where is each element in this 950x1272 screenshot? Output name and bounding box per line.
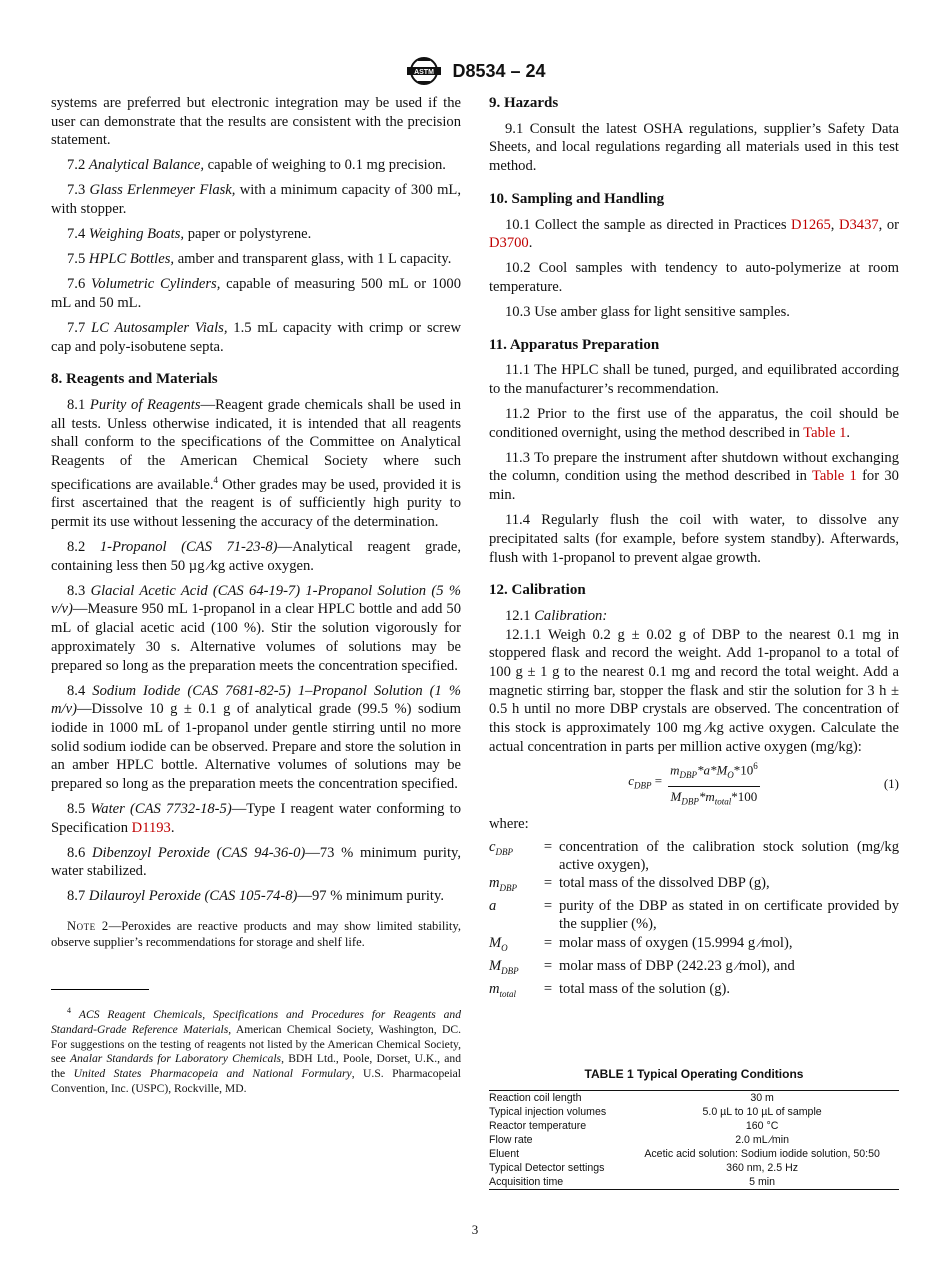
right-column: [489, 94, 899, 1190]
table-row: [489, 1105, 899, 1119]
section-7-7: 7.7 LC Autosampler Vials, 1.5 mL capacity with crimp or screw cap and poly-isobutene septa.: [51, 319, 461, 355]
table-cell-label: Reactor temperature: [489, 1119, 587, 1132]
definition-symbol: $m_{DBP}$: [489, 874, 518, 893]
section-7-6: 7.6 Volumetric Cylinders, capable of measuring 500 mL or 1000 mL and 50 mL.: [51, 276, 461, 311]
table-cell-label: Typical injection volumes: [489, 1105, 607, 1118]
section-11-1: 11.1 The HPLC shall be tuned, purged, and equilibrated according to the manufacturer’s recommendation.: [489, 362, 899, 398]
definition-row: [489, 957, 899, 980]
table-row: [489, 1161, 899, 1175]
section-10-1: 10.1 Collect the sample as directed in Practices D1265, D3437, or D3700.: [489, 216, 899, 252]
heading-section-11: 11. Apparatus Preparation: [489, 336, 660, 353]
section-11-4: 11.4 Regularly flush the coil with water, to dissolve any precipitated salts (for example, before system standby). Afterwards, flush with 1-propanol to prevent algae growth.: [489, 512, 899, 566]
section-9-1: 9.1 Consult the latest OSHA regulations, supplier’s Safety Data Sheets, and local regulations regarding all materials used in this test method.: [489, 120, 899, 175]
link-d3437[interactable]: D3437: [838, 216, 879, 233]
section-8-3: 8.3 Glacial Acetic Acid (CAS 64-19-7) 1-Propanol Solution (5 % v/v)—Measure 950 mL 1-propanol in a clear HPLC bottle and add 50 mL of glacial acetic acid (100 %). Stir the solution vigorously for approximately 30 s. Alternative volumes of solutions may be prepared so long as the preparation meets the concentration specified.: [51, 582, 461, 674]
equation-1: [489, 760, 899, 807]
definition-row: [489, 934, 899, 957]
definition-equals: =: [543, 838, 553, 855]
astm-logo-icon: [404, 56, 444, 86]
table-1: [489, 1090, 899, 1190]
paragraph-continuation: systems are preferred but electronic integration may be used if the user can demonstrate that the results are consistent with the precision statement.: [51, 95, 461, 149]
page-number: 3: [471, 1222, 479, 1237]
logo-text: ASTM: [414, 69, 435, 76]
table-cell-label: Reaction coil length: [489, 1091, 582, 1104]
page-header: [0, 56, 950, 86]
section-12-1-1: 12.1.1 Weigh 0.2 g ± 0.02 g of DBP to the nearest 0.1 mg in stoppered flask and record the weight. Add 1-propanol to a total of 100 g ± 1 g to the nearest 0.1 mg and record the total weight. Add a magnetic stirring bar, stopper the flask and stir the solution for 3 h ± 0.5 h until no more DBP crystals are observed. The concentration of this stock is approximately 100 mg ⁄kg active oxygen. Calculate the actual concentration in parts per million active oxygen (mg/kg):: [489, 626, 899, 755]
section-10-2: 10.2 Cool samples with tendency to auto-polymerize at room temperature.: [489, 260, 899, 295]
section-10-3: 10.3 Use amber glass for light sensitive samples.: [505, 303, 790, 320]
section-8-6: 8.6 Dibenzoyl Peroxide (CAS 94-36-0)—73 % minimum purity, water stabilized.: [51, 844, 461, 880]
definition-text: total mass of the solution (g).: [559, 980, 731, 997]
section-7-3: 7.3 Glass Erlenmeyer Flask, with a minimum capacity of 300 mL, with stopper.: [51, 182, 461, 218]
variable-definitions: [489, 838, 899, 1003]
table-cell-value: Acetic acid solution: Sodium iodide solution, 50:50: [644, 1147, 880, 1160]
heading-section-9: 9. Hazards: [489, 95, 559, 111]
footnote-divider: [51, 989, 149, 990]
table-cell-value: 30 m: [750, 1091, 774, 1104]
table-row: [489, 1119, 899, 1133]
note-2: Note 2—Peroxides are reactive products and may show limited stability, observe supplier’s recommendations for storage and shelf life.: [51, 919, 461, 950]
definition-text: molar mass of DBP (242.23 g ⁄mol), and: [559, 957, 795, 974]
table-cell-label: Flow rate: [489, 1133, 533, 1146]
definition-symbol: $c_{DBP}$: [489, 838, 513, 857]
link-d1193[interactable]: D1193: [131, 819, 171, 836]
footnote-4: $^4$ ACS Reagent Chemicals, Specifications and Procedures for Reagents and Standard-Grade Reference Materials, American Chemical Society, Washington, DC. For suggestions on the testing of reagents not listed by the American Chemical Society, see Analar Standards for Laboratory Chemicals, BDH Ltd., Poole, Dorset, U.K., and the United States Pharmacopeia and National Formulary, U.S. Pharmacopeial Convention, Inc. (USPC), Rockville, MD.: [51, 1006, 462, 1095]
table-cell-value: 2.0 mL ⁄min: [735, 1133, 789, 1146]
definition-equals: =: [543, 957, 553, 974]
definition-equals: =: [543, 980, 553, 997]
link-table-1[interactable]: Table 1: [803, 424, 847, 441]
equation-numerator: $m_{DBP}*a*M_O*10^6$: [668, 757, 760, 787]
heading-section-12: 12. Calibration: [489, 582, 586, 599]
equation-lhs: $c_{DBP}$ =: [628, 773, 663, 791]
definition-row: [489, 980, 899, 1003]
link-table-1[interactable]: Table 1: [811, 468, 857, 485]
heading-section-8: 8. Reagents and Materials: [51, 371, 218, 388]
definition-equals: =: [543, 934, 553, 951]
table-1-title: TABLE 1 Typical Operating Conditions: [584, 1066, 804, 1081]
table-row: [489, 1147, 899, 1161]
section-12-1: 12.1 Calibration:: [505, 607, 608, 624]
equation-denominator: $M_{DBP}*m_{total}*100$: [670, 788, 758, 807]
equation-number: (1): [883, 775, 899, 791]
table-cell-value: 5 min: [749, 1175, 776, 1188]
definition-text: total mass of the dissolved DBP (g),: [559, 874, 770, 891]
table-row: [489, 1175, 899, 1190]
definition-symbol: a: [489, 898, 497, 915]
table-cell-value: 5.0 µL to 10 µL of sample: [702, 1105, 822, 1118]
section-11-3: 11.3 To prepare the instrument after shutdown without exchanging the column, condition using the method described in Table 1 for 30 min.: [489, 449, 899, 504]
table-cell-label: Eluent: [489, 1147, 520, 1160]
footnote-ref-4[interactable]: 4: [213, 474, 219, 485]
definition-text: concentration of the calibration stock solution (mg/kg active oxygen),: [559, 838, 899, 873]
definition-row: [489, 874, 899, 897]
link-d3700[interactable]: D3700: [489, 235, 529, 252]
definition-symbol: $m_{total}$: [489, 980, 517, 999]
table-row: [489, 1090, 899, 1105]
section-8-7: 8.7 Dilauroyl Peroxide (CAS 105-74-8)—97 % minimum purity.: [67, 888, 444, 905]
table-row: [489, 1133, 899, 1147]
definition-equals: =: [543, 898, 553, 915]
table-cell-label: Acquisition time: [489, 1175, 564, 1188]
section-7-4: 7.4 Weighing Boats, paper or polystyrene.: [67, 226, 312, 243]
section-8-5: 8.5 Water (CAS 7732-18-5)—Type I reagent water conforming to Specification D1193.: [51, 801, 461, 836]
definition-text: purity of the DBP as stated in on certificate provided by the supplier (%),: [559, 898, 899, 933]
definition-symbol: $M_O$: [489, 934, 508, 953]
section-11-2: 11.2 Prior to the first use of the apparatus, the coil should be conditioned overnight, using the method described in Table 1.: [489, 406, 899, 441]
standard-designation: D8534 – 24: [452, 60, 546, 81]
section-8-1: 8.1 Purity of Reagents—Reagent grade chemicals shall be used in all tests. Unless otherwise indicated, it is intended that all reagents shall conform to the specifications of the Committee on Analytical Reagents of the American Chemical Society where such specifications are available.$^4$ Other grades may be used, provided it is first ascertained that the reagent is of sufficiently high purity to permit its use without lessening the accuracy of the determination.: [51, 396, 462, 530]
definition-row: [489, 838, 899, 874]
definition-text: molar mass of oxygen (15.9994 g ⁄mol),: [559, 934, 793, 951]
heading-section-10: 10. Sampling and Handling: [489, 190, 665, 207]
definition-symbol: $M_{DBP}$: [489, 957, 519, 976]
definition-equals: =: [543, 874, 553, 891]
table-cell-label: Typical Detector settings: [489, 1161, 605, 1174]
where-label: where:: [489, 815, 529, 832]
section-7-5: 7.5 HPLC Bottles, amber and transparent glass, with 1 L capacity.: [67, 251, 452, 268]
equation-fraction: [668, 757, 760, 811]
left-column: [51, 94, 461, 1103]
section-7-2: 7.2 Analytical Balance, capable of weighing to 0.1 mg precision.: [67, 157, 446, 174]
table-cell-value: 160 °C: [745, 1119, 779, 1132]
section-8-2: 8.2 1-Propanol (CAS 71-23-8)—Analytical reagent grade, containing less then 50 µg ⁄kg active oxygen.: [51, 539, 462, 574]
section-8-4: 8.4 Sodium Iodide (CAS 7681-82-5) 1–Propanol Solution (1 % m/v)—Dissolve 10 g ± 0.1 g of analytical grade (99.5 %) sodium iodide in 1000 mL of 1-propanol under gentle stirring until no more solid sodium iodide can be observed. Prepare and store the solution in an amber HPLC bottle. Alternative volumes of solutions may be prepared so long as the preparation meets the concentration specified.: [51, 682, 461, 793]
link-d1265[interactable]: D1265: [791, 216, 831, 233]
definition-row: [489, 897, 899, 933]
table-cell-value: 360 nm, 2.5 Hz: [726, 1161, 799, 1174]
